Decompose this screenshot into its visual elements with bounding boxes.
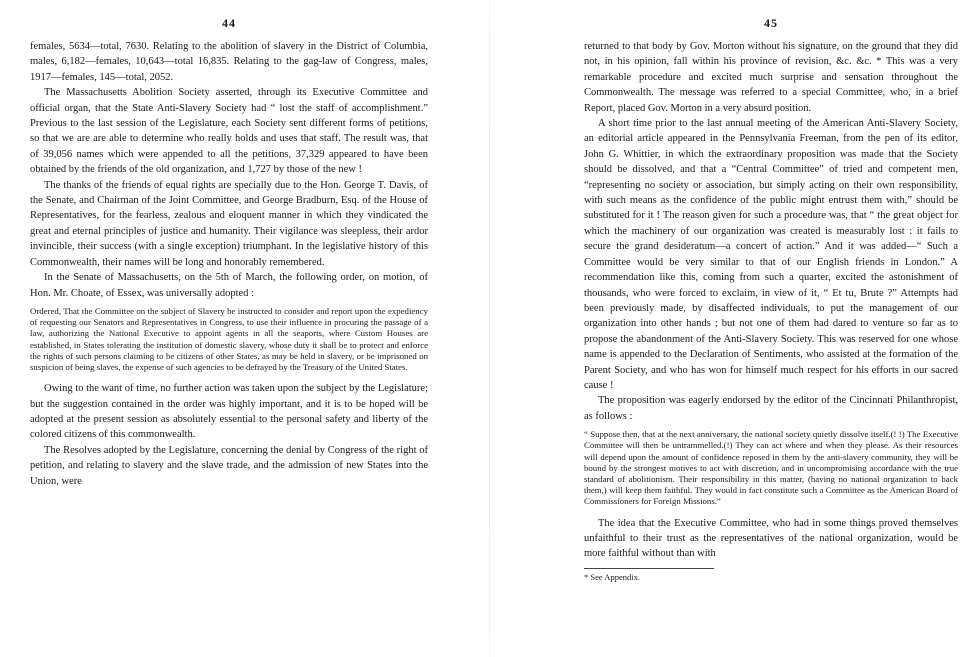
page-number-right: 45 [764, 16, 778, 30]
paragraph: The Resolves adopted by the Legislature, concerning the denial by Congress of the right of petition, and relating to slavery and the slave trade, and the admission of new States into the Union, were [30, 444, 428, 487]
quoted-order: Ordered, That the Committee on the subject of Slavery be instructed to consider and report upon the expediency of requesting our Senators and Representatives in Congress, to use their influence in procuring the passage of a law, authorizing the National Executive to appoint agents in all the seaports, where Custom Houses are established, in States tolerating the institution of domestic slavery, whose duty it shall be to protect and enforce the rights of such persons claiming to be citizens of other States, as may be held in slavery, or be imprisoned on suspicion of being slaves, the expense of such agencies to be defrayed by the Treasury of the United States. [30, 305, 428, 372]
paragraph: Owing to the want of time, no further action was taken upon the subject by the Legislature; but the suggestion contained in the order was highly important, and it is to be hoped will be adopted at the present session as absolutely essential to the personal safety and liberty of the colored citizens of this commonwealth. [30, 383, 428, 441]
paragraph: The thanks of the friends of equal rights are specially due to the Hon. George T. Davis, of the Senate, and Chairman of the Joint Committee, and George Bradburn, Esq. of the House of Representatives, for the fearless, zealous and eloquent manner in which they vindicated the great and eternal principles of justice and humanity. Their vigilance was sleepless, their ardor invincible, their success (with a single exception) triumphant. In the legislative history of this Commonwealth, their names will be long and honorably remembered. [30, 179, 428, 268]
paragraph: The proposition was eagerly endorsed by the editor of the Cincinnati Philanthropist, as follows : [584, 395, 958, 422]
footnote: * See Appendix. [584, 571, 640, 582]
paragraph: The idea that the Executive Committee, who had in some things proved themselves unfaithful to their trust as the representatives of the national organization, would be more faithful without than with [584, 517, 958, 560]
paragraph: The Massachusetts Abolition Society asserted, through its Executive Committee and official organ, that the State Anti-Slavery Society had “ lost the staff of accomplishment.” Previous to the last session of the Legislature, each Society sent different forms of petitions, so that we are are able to determine who really holds and uses that staff. The result was, that of 39,056 names which were appended to all the petitions, 37,329 appeared to have been obtained by the friends of the old organization, and 1,727 by those of the new ! [30, 87, 428, 176]
paragraph: females, 5634—total, 7630. Relating to the abolition of slavery in the District of Columbia, males, 6,182—females, 10,643—total 16,835. Relating to the gag-law of Congress, males, 1917—females, 145—total, 2052. [30, 41, 428, 83]
paragraph: A short time prior to the last annual meeting of the American Anti-Slavery Society, an editorial article appeared in the Pennsylvania Freeman, from the pen of its editor, John G. Whittier, in which the extraordinary proposition was made that the Society should be dissolved, and that a “Central Committee” of tried and competent men, “representing no society or association, but simply acting on their own responsibility, with such means as the confidence of the public might entrust them with,” should be substituted for it ! The reason given for such a procedure was, that “ the great object for which the machinery of our organization was created is measurably lost : it fails to secure the grand desideratum—a concert of action.” And it was added—“ Such a Committee would be very similar to that of our English friends in London.” A recommendation like this, coming from such a quarter, excited the astonishment of thousands, who were forced to exclaim, in view of it, “ Et tu, Brute ?” Attempts had been previously made, by disaffected individuals, to put the management of our organization into other hands ; but not one of them had dared to venture so far as to propose the abandonment of the Anti-Slavery Society. This was reserved for one whose name is appended to the Declaration of Sentiments, who assisted at the formation of the Parent Society, and who has won for himself much respect for his efforts in our sacred cause ! [584, 118, 958, 391]
page-number-left: 44 [222, 16, 236, 30]
paragraph: returned to that body by Gov. Morton without his signature, on the ground that they did not, in his opinion, fall within his province of revision, &c. &c. * This was a very remarkable procedure and excited much surprise and sensation throughout the Commonwealth. The message was referred to a special Committee, who, in a brief Report, placed Gov. Morton in a very absurd position. [584, 41, 958, 114]
quoted-passage: “ Suppose then, that at the next anniversary, the national society quietly dissolve itself.(! !) The Executive Committee will then be untrammelled.(!) They can act where and when they please. As their resources will depend upon the amount of confidence reposed in them by the anti-slavery community, they will be bound by the strongest motives to act with discretion, and in uncompromising accordance with the true standard of abolitionism. Their responsibility in this matter, (having no national organization to back them,) will keep them faithful. They would in fact constitute such a Committee as the American Board of Commissioners for Foreign Missions.” [584, 429, 958, 507]
right-page [490, 0, 980, 657]
footnote-rule [584, 568, 714, 569]
paragraph: In the Senate of Massachusetts, on the 5th of March, the following order, on motion, of Hon. Mr. Choate, of Essex, was universally adopted : [30, 272, 428, 299]
